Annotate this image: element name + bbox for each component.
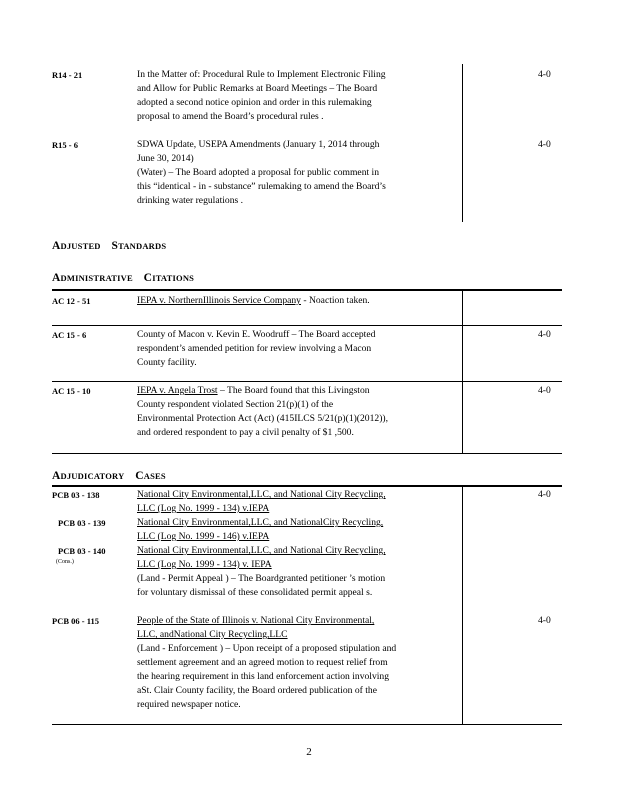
item-description: National City Environmental,LLC, and National City Recycling, LLC (Log No. 1999 - 134) v.IEPA National City Environmental,LLC, and NationalCity Recycling, LLC (Log No. 1999 - 146) v.IEPA National City Environmental,LLC, and National City Recycling, LLC (Log No. 1999 - 134) v. IEPA (Land - Permit Appeal ) – The Boardgranted petitioner ’s motion for voluntary dismissal of these consolidated permit appeal s.	[137, 489, 386, 598]
item-number: PCB 03 - 139	[58, 518, 106, 528]
heading-adjusted-standards: ADJUSTED STANDARDS	[52, 240, 167, 252]
item-description: County of Macon v. Kevin E. Woodruff – The Board accepted respondent’s amended petition for review involving a Macon County facility.	[137, 329, 376, 368]
item-description: In the Matter of: Procedural Rule to Implement Electronic Filing and Allow for Public Remarks at Board Meetings – The Board adopted a second notice opinion and order in this rulemaking proposal to amend the Board’s procedural rules .	[137, 69, 386, 122]
item-vote: 4-0	[538, 69, 551, 80]
item-description: IEPA v. NorthernIllinois Service Company - Noaction taken.	[137, 295, 370, 306]
item-vote: 4-0	[538, 615, 551, 626]
item-description: SDWA Update, USEPA Amendments (January 1, 2014 through June 30, 2014) (Water) – The Board adopted a proposal for public comment in this “identical - in - substance” rulemaking to amend the Board’s drinking water regulations .	[137, 139, 386, 206]
item-vote: 4-0	[538, 329, 551, 340]
item-description: People of the State of Illinois v. National City Environmental, LLC, andNational City Recycling,LLC (Land - Enforcement ) – Upon receipt of a proposed stipulation and settlement agreement and an agreed motion to request relief from the hearing requirement in this land enforcement action involving aSt. Clair County facility, the Board ordered publication of the required newspaper notice.	[137, 615, 397, 710]
item-number: AC 15 - 6	[52, 330, 87, 340]
vote-column-divider	[462, 485, 463, 724]
table-top-rule	[52, 289, 562, 291]
item-vote: 4-0	[538, 489, 551, 500]
heading-adjudicatory-cases: ADJUDICATORY CASES	[52, 470, 166, 482]
table-bottom-rule	[52, 724, 562, 725]
table-bottom-rule	[52, 453, 562, 454]
page-number: 2	[306, 746, 312, 758]
item-number: PCB 03 - 140 (Cons.)	[56, 546, 106, 565]
item-number: AC 12 - 51	[52, 296, 91, 306]
vote-column-divider	[462, 289, 463, 453]
item-number: AC 15 - 10	[52, 386, 91, 396]
consolidated-note: (Cons.)	[56, 559, 74, 565]
row-divider	[52, 381, 562, 382]
item-number: R14 - 21	[52, 70, 83, 80]
item-number: R15 - 6	[52, 140, 78, 150]
table-top-rule	[52, 485, 562, 487]
heading-administrative-citations: ADMINISTRATIVE CITATIONS	[52, 272, 195, 284]
item-vote: 4-0	[538, 385, 551, 396]
item-vote: 4-0	[538, 139, 551, 150]
item-description: IEPA v. Angela Trost – The Board found that this Livingston County respondent violated Section 21(p)(1) of the Environmental Protection Act (Act) (415ILCS 5/21(p)(1)(2012)), and ordered respondent to pay a civil penalty of $1 ,500.	[137, 385, 388, 438]
item-number: PCB 03 - 138	[52, 490, 100, 500]
item-number: PCB 06 - 115	[52, 616, 99, 626]
row-divider	[52, 325, 562, 326]
vote-column-divider	[462, 64, 463, 222]
